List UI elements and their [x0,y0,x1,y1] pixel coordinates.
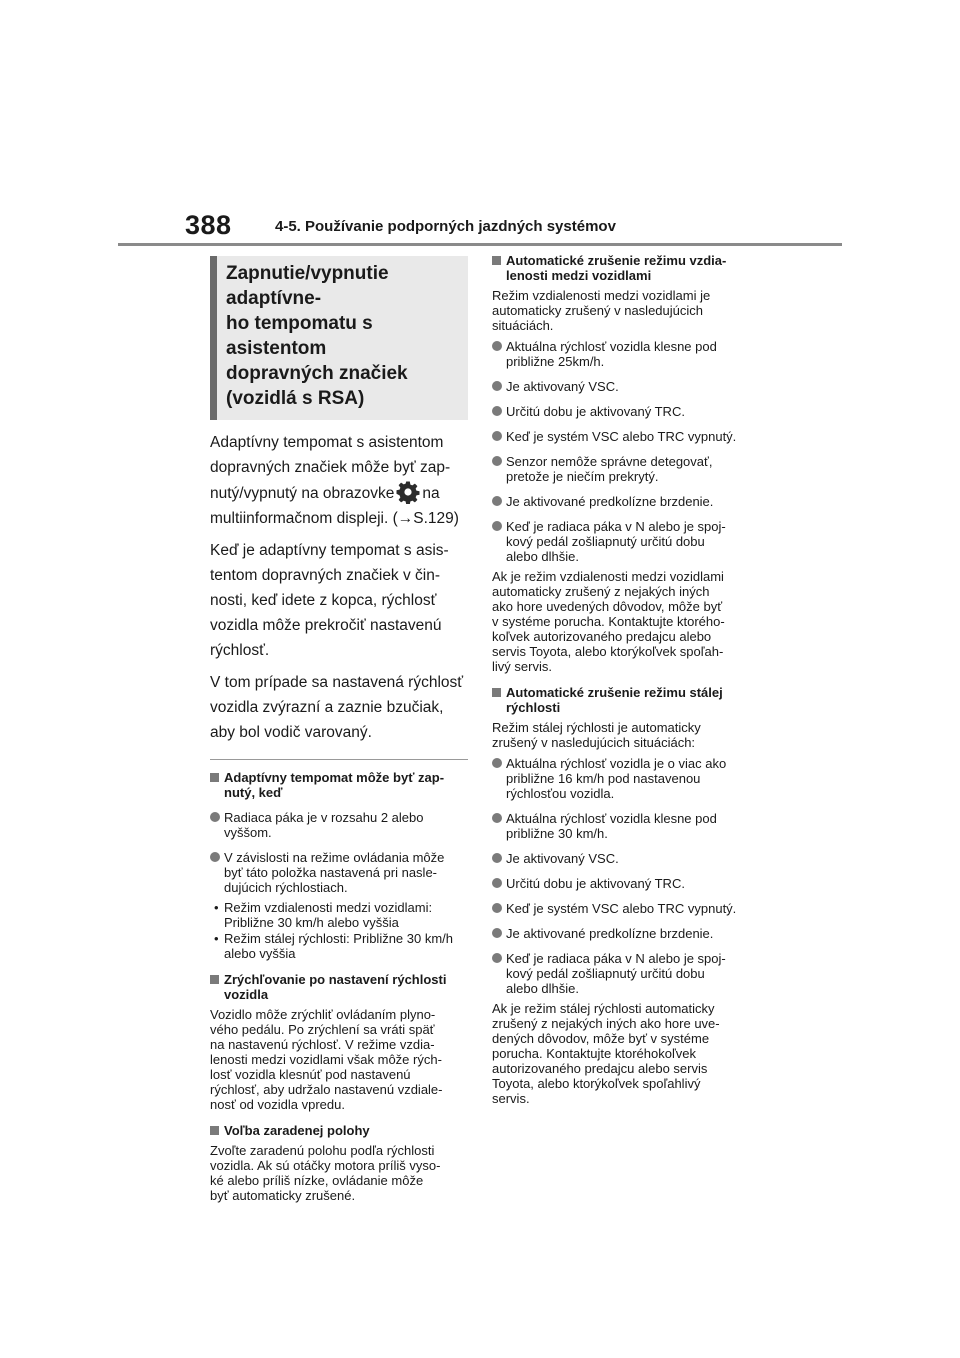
text-line: Keď je radiaca páka v N alebo je spoj- [506,951,726,966]
text-line: Približne 30 km/h alebo vyššia [224,915,399,930]
text-line: Aktuálna rýchlosť vozidla je o viac ako [506,756,727,771]
text-line: kový pedál zošliapnutý určitú dobu [506,966,705,981]
bullet-item [492,756,756,801]
text-line: Režim vzdialenosti medzi vozidlami: [224,900,433,915]
text-line: multiinformačnom displeji. (→S.129) [210,510,459,527]
bullet-dot-icon [492,456,502,466]
text-line: Keď je systém VSC alebo TRC vypnutý. [506,901,737,916]
bullet-item [210,850,468,895]
text-line: autorizovaného predajcu alebo servis [492,1061,708,1076]
bullet-dot-icon [492,431,502,441]
text-line: Určitú dobu je aktivovaný TRC. [506,404,685,419]
text-line: vozidla môže prekročiť nastavenú [210,617,442,634]
text-line: dopravných značiek môže byť zap- [210,459,451,476]
bullet-dot-icon [492,381,502,391]
body-paragraph [492,569,756,674]
bullet-dot-icon [492,496,502,506]
text-line: lenosti medzi vozidlami [506,268,652,283]
sub-bullet-item [210,931,468,961]
text-line: vozidla. Ak sú otáčky motora príliš vyso- [210,1158,441,1173]
text-line: ké alebo príliš nízke, ovládanie môže [210,1173,424,1188]
text-line: nosti, keď idete z kopca, rýchlosť [210,592,437,609]
text-fragment: nutý/vypnutý na obrazovke [210,485,395,502]
body-paragraph [210,1143,468,1203]
bullet-item [492,454,756,484]
bullet-item [492,339,756,369]
text-line: Voľba zaradenej polohy [224,1123,370,1138]
subsection-heading [210,1123,468,1138]
section-title: 4-5. Používanie podporných jazdných systémov [275,218,616,235]
text-line: Automatické zrušenie režimu vzdia- [506,253,727,268]
body-paragraph [492,720,756,750]
text-line: Je aktivovaný VSC. [506,851,619,866]
square-marker-icon [492,688,501,697]
bullet-item [492,901,756,916]
text-line: Adaptívny tempomat s asistentom [210,434,444,451]
text-line: automaticky zrušený z nejakých iných [492,584,710,599]
text-line: vého pedálu. Po zrýchlení sa vráti späť [210,1022,435,1037]
text-line: Zrýchľovanie po nastavení rýchlosti [224,972,447,987]
bullet-item [492,951,756,996]
text-line: rýchlosťou vozidla. [506,786,615,801]
text-line: servis. [492,1091,530,1106]
intro-paragraph-3 [210,670,468,745]
title-line: ho tempomatu s asistentom [226,313,373,359]
bullet-dot-icon [492,928,502,938]
square-marker-icon [210,975,219,984]
text-line: byť táto položka nastavená pri nasle- [224,865,438,880]
text-line [210,480,468,506]
bullet-dot-icon [492,813,502,823]
bullet-item [492,429,756,444]
text-line: V závislosti na režime ovládania môže [224,850,445,865]
text-line: rýchlosť. [210,642,270,659]
text-line: Ak je režim stálej rýchlosti automaticky [492,1001,715,1016]
body-paragraph [492,288,756,333]
text-line: vozidla [224,987,269,1002]
subsection-heading [210,770,468,800]
subsection-heading [492,685,756,715]
text-line: Aktuálna rýchlosť vozidla klesne pod [506,811,717,826]
text-line: nosť od vozidla vpredu. [210,1097,345,1112]
bullet-item [492,404,756,419]
body-paragraph [492,1001,756,1106]
topic-title-box [210,256,468,420]
small-bullet-icon: • [214,931,219,946]
text-line: Ak je režim vzdialenosti medzi vozidlami [492,569,724,584]
text-line: dujúcich rýchlostiach. [224,880,348,895]
bullet-item [492,926,756,941]
left-column [210,256,468,1209]
subsection-heading [210,972,468,1002]
text-line: v systéme porucha. Kontaktujte ktorého- [492,614,725,629]
text-line: alebo dlhšie. [506,549,579,564]
text-line: koľvek autorizovaného predajcu alebo [492,629,712,644]
text-line: tentom dopravných značiek v čin- [210,567,441,584]
bullet-dot-icon [210,812,220,822]
bullet-item [210,810,468,840]
bullet-item [492,494,756,509]
text-line: Je aktivované predkolízne brzdenie. [506,926,714,941]
page-number: 388 [185,210,232,240]
text-line: servis Toyota, alebo ktorýkoľvek spoľah- [492,644,724,659]
square-marker-icon [492,256,501,265]
intro-paragraph-2 [210,538,468,663]
small-bullet-icon: • [214,900,219,915]
text-line: aby bol vodič varovaný. [210,724,372,741]
text-line: približne 16 km/h pod nastavenou [506,771,701,786]
title-line: dopravných značiek [226,363,408,384]
text-line: Keď je adaptívny tempomat s asis- [210,542,449,559]
subsection-heading [492,253,756,283]
intro-text [210,430,468,745]
text-line: Senzor nemôže správne detegovať, [506,454,713,469]
text-line: automaticky zrušený v nasledujúcich [492,303,703,318]
text-line: na nastavenú rýchlosť. V režime vzdia- [210,1037,435,1052]
text-line: približne 25km/h. [506,354,605,369]
text-line: alebo dlhšie. [506,981,579,996]
page-header [0,0,960,250]
text-line: Keď je systém VSC alebo TRC vypnutý. [506,429,737,444]
section-divider [210,759,468,760]
text-line: Určitú dobu je aktivovaný TRC. [506,876,685,891]
bullet-dot-icon [492,521,502,531]
text-line: zrušený z nejakých iných ako hore uve- [492,1016,720,1031]
bullet-item [492,811,756,841]
text-line: lenosti medzi vozidlami však môže rých- [210,1052,442,1067]
text-line: V tom prípade sa nastavená rýchlosť [210,674,464,691]
text-line: rýchlosť, aby udržalo nastavenú vzdiale- [210,1082,443,1097]
bullet-dot-icon [492,853,502,863]
text-line: rýchlosti [506,700,561,715]
text-line: Aktuálna rýchlosť vozidla klesne pod [506,339,717,354]
bullet-dot-icon [492,341,502,351]
text-line: ako hore uvedených dôvodov, môže byť [492,599,723,614]
bullet-dot-icon [210,852,220,862]
sub-bullet-item [210,900,468,930]
body-paragraph [210,1007,468,1112]
text-line: vyššom. [224,825,272,840]
text-line: Je aktivované predkolízne brzdenie. [506,494,714,509]
bullet-dot-icon [492,903,502,913]
text-line: pretože je niečím prekrytý. [506,469,659,484]
text-line: alebo vyššia [224,946,296,961]
text-line: livý servis. [492,659,552,674]
text-line: losť vozidla klesnúť pod nastavenú [210,1067,411,1082]
text-line: zrušený v nasledujúcich situáciách: [492,735,696,750]
text-line: Vozidlo môže zrýchliť ovládaním plyno- [210,1007,436,1022]
text-line: vozidla zvýrazní a zaznie bzučiak, [210,699,444,716]
text-fragment: na [422,485,440,502]
text-line: porucha. Kontaktujte ktoréhokoľvek [492,1046,696,1061]
text-line: Režim stálej rýchlosti je automaticky [492,720,701,735]
text-line: Zvoľte zaradenú polohu podľa rýchlosti [210,1143,435,1158]
text-line: Režim vzdialenosti medzi vozidlami je [492,288,711,303]
text-line: nutý, keď [224,785,283,800]
bullet-item [492,851,756,866]
bullet-item [492,379,756,394]
bullet-dot-icon [492,406,502,416]
text-line: približne 30 km/h. [506,826,608,841]
text-line: Režim stálej rýchlosti: Približne 30 km/h [224,931,454,946]
bullet-dot-icon [492,953,502,963]
square-marker-icon [210,1126,219,1135]
intro-paragraph-1 [210,430,468,531]
title-line: Zapnutie/vypnutie adaptívne- [226,263,389,309]
right-column [492,253,756,1112]
bullet-dot-icon [492,878,502,888]
bullet-item [492,519,756,564]
text-line: kový pedál zošliapnutý určitú dobu [506,534,705,549]
text-line: Adaptívny tempomat môže byť zap- [224,770,445,785]
text-line: dených dôvodov, môže byť v systéme [492,1031,710,1046]
text-line: Toyota, alebo ktorýkoľvek spoľahlivý [492,1076,701,1091]
text-line: Radiaca páka je v rozsahu 2 alebo [224,810,424,825]
text-line: Je aktivovaný VSC. [506,379,619,394]
header-rule [118,243,842,246]
bullet-item [492,876,756,891]
text-line: situáciách. [492,318,554,333]
square-marker-icon [210,773,219,782]
text-line: byť automaticky zrušené. [210,1188,356,1203]
text-line: Automatické zrušenie režimu stálej [506,685,723,700]
title-line: (vozidlá s RSA) [226,388,365,409]
text-line: Keď je radiaca páka v N alebo je spoj- [506,519,726,534]
gear-icon [396,480,420,504]
bullet-dot-icon [492,758,502,768]
